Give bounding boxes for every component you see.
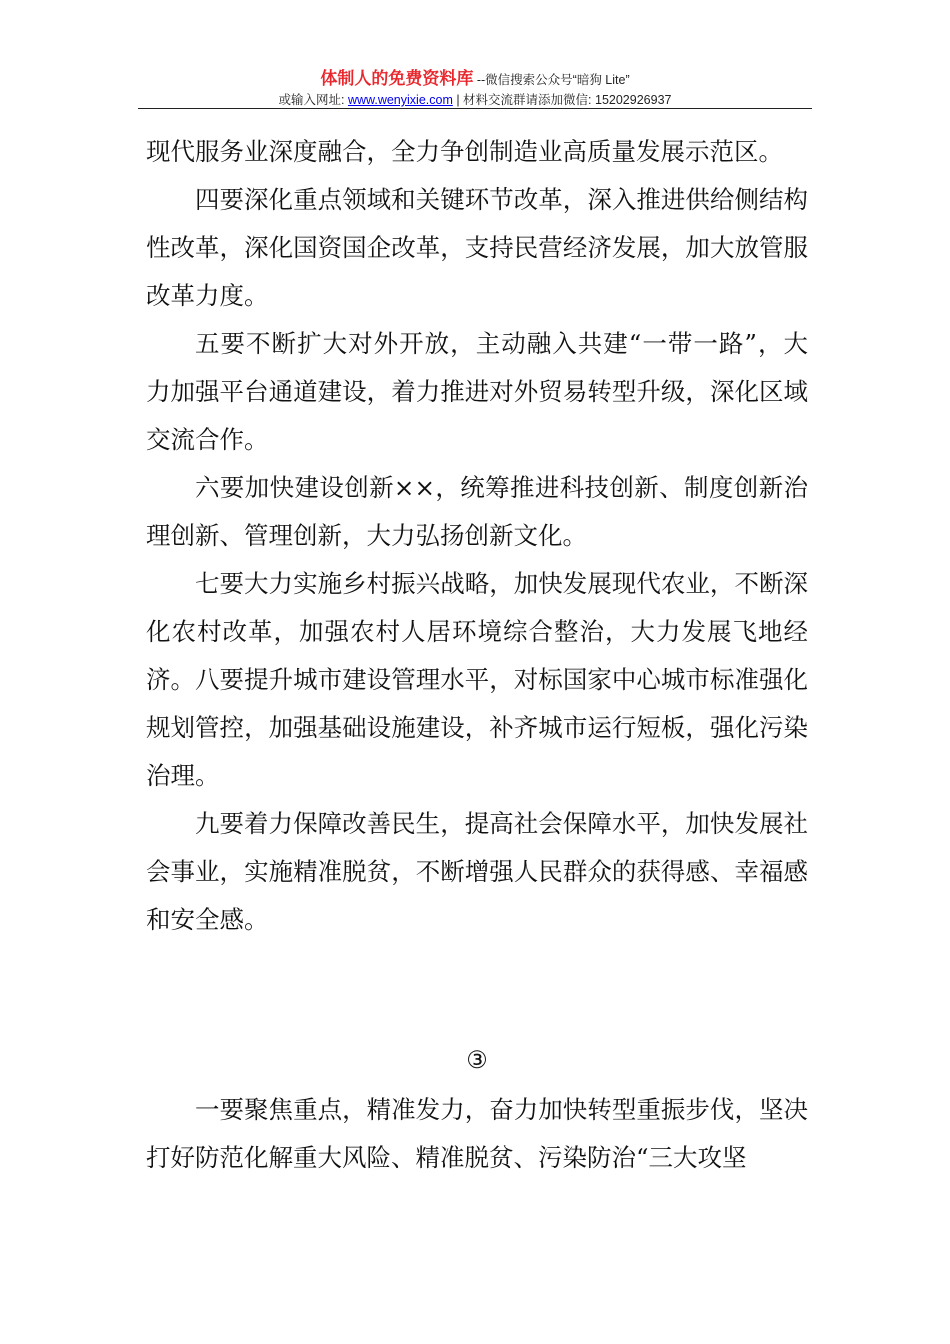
wechat-note: --微信搜索公众号“暗狗 Lite” xyxy=(473,73,630,87)
header-contact-line xyxy=(138,92,812,108)
header-divider xyxy=(138,108,812,109)
page-header xyxy=(138,70,812,108)
document-body xyxy=(146,128,808,944)
website-link[interactable]: www.wenyixie.com xyxy=(347,93,453,107)
document-section-3 xyxy=(146,1086,808,1182)
paragraph-continuation: 现代服务业深度融合，全力争创制造业高质量发展示范区。 xyxy=(146,137,783,166)
paragraph-opening-up: 五要不断扩大对外开放，主动融入共建“一带一路”，大力加强平台通道建设，着力推进对外贸易转型升级，深化区域交流合作。 xyxy=(146,329,808,454)
paragraph-rural-urban: 七要大力实施乡村振兴战略，加快发展现代农业，不断深化农村改革，加强农村人居环境综合整治，大力发展飞地经济。八要提升城市建设管理水平，对标国家中心城市标准强化规划管控，加强基础设施建设，补齐城市运行短板，强化污染治理。 xyxy=(146,569,808,790)
paragraph-reform: 四要深化重点领域和关键环节改革，深入推进供给侧结构性改革，深化国资国企改革，支持民营经济发展，加大放管服改革力度。 xyxy=(146,185,808,310)
url-prefix: 或输入网址: xyxy=(278,93,348,107)
paragraph-focus: 一要聚焦重点，精准发力，奋力加快转型重振步伐，坚决打好防范化解重大风险、精准脱贫、污染防治“三大攻坚 xyxy=(146,1095,808,1172)
section-marker: ③ xyxy=(466,1046,488,1074)
paragraph-innovation: 六要加快建设创新××，统筹推进科技创新、制度创新治理创新、管理创新，大力弘扬创新文化。 xyxy=(146,473,808,550)
paragraph-livelihood: 九要着力保障改善民生，提高社会保障水平，加快发展社会事业，实施精准脱贫，不断增强人民群众的获得感、幸福感和安全感。 xyxy=(146,809,808,934)
contact-info: | 材料交流群请添加微信: 15202926937 xyxy=(452,93,672,107)
header-title-line xyxy=(138,70,812,89)
brand-title: 体制人的免费资料库 xyxy=(320,69,474,88)
